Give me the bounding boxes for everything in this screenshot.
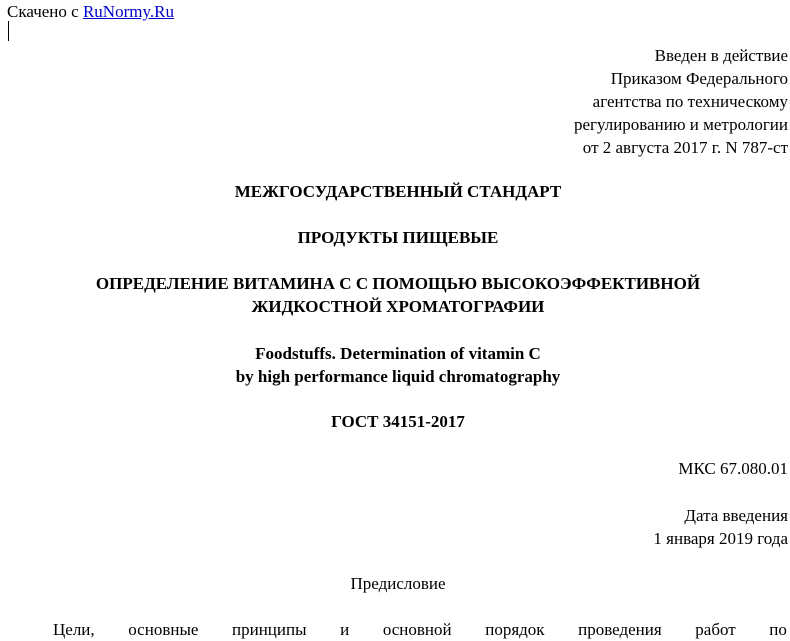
title-en-line: Foodstuffs. Determination of vitamin C [255, 344, 541, 363]
title-line: ЖИДКОСТНОЙ ХРОМАТОГРАФИИ [251, 297, 545, 316]
standard-subject: ПРОДУКТЫ ПИЩЕВЫЕ [297, 228, 499, 247]
word: принципы [232, 620, 307, 639]
enactment-line: Введен в действие [654, 46, 788, 65]
foreword-heading: Предисловие [350, 574, 446, 593]
standard-number: ГОСТ 34151-2017 [331, 412, 465, 431]
foreword-first-line [53, 618, 787, 641]
title-en-line: by high performance liquid chromatography [235, 367, 561, 386]
word: Цели, [53, 620, 95, 639]
standard-type: МЕЖГОСУДАРСТВЕННЫЙ СТАНДАРТ [234, 182, 562, 201]
enactment-line: Приказом Федерального [610, 69, 788, 88]
word: работ [695, 620, 736, 639]
source-prefix: Скачено с [7, 2, 83, 21]
word: основные [128, 620, 199, 639]
source-link[interactable]: RuNormy.Ru [82, 2, 174, 21]
word: основной [382, 620, 452, 639]
text-cursor [8, 21, 9, 41]
enactment-line: агентства по техническому [592, 92, 788, 111]
intro-date-block [653, 504, 788, 550]
mks-code: МКС 67.080.01 [678, 459, 788, 478]
enactment-line: регулированию и метрологии [573, 115, 788, 134]
word: и [340, 620, 350, 639]
intro-date-value: 1 января 2019 года [653, 529, 788, 548]
source-line [7, 0, 174, 23]
word: порядок [485, 620, 545, 639]
intro-date-label: Дата введения [684, 506, 788, 525]
word: проведения [578, 620, 662, 639]
word: по [769, 620, 787, 639]
enactment-line: от 2 августа 2017 г. N 787-ст [582, 138, 788, 157]
enactment-block [574, 44, 788, 159]
standard-title [0, 272, 790, 318]
standard-title-english [0, 342, 790, 388]
title-line: ОПРЕДЕЛЕНИЕ ВИТАМИНА С С ПОМОЩЬЮ ВЫСОКОЭФФЕКТИВНОЙ [95, 274, 701, 293]
